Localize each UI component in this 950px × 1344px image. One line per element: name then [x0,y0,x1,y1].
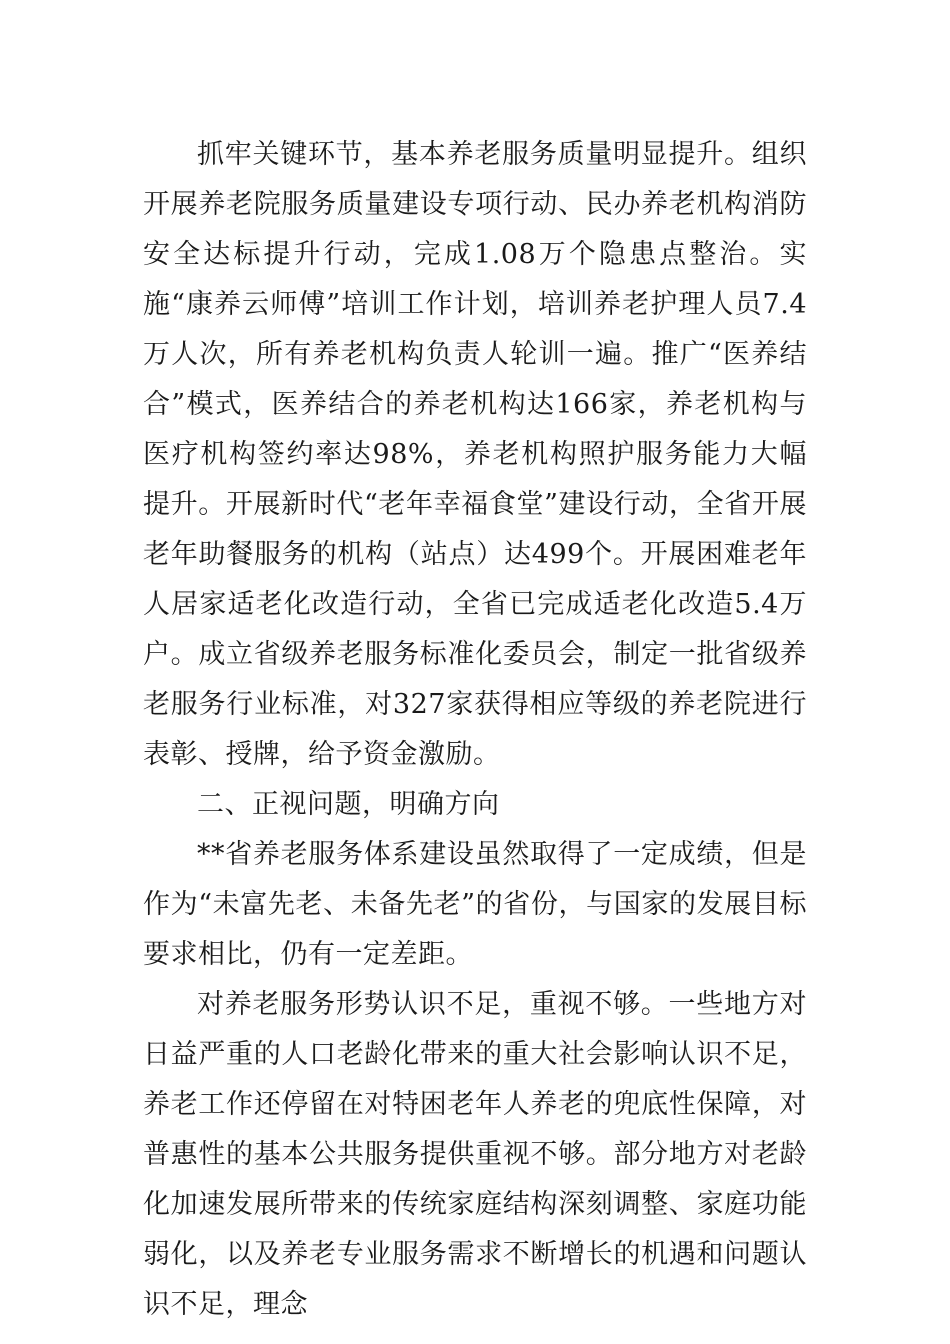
section-heading: 二、正视问题，明确方向 [197,789,500,820]
document-body [143,130,807,1330]
paragraph-gap-summary: **省养老服务体系建设虽然取得了一定成绩，但是作为“未富先老、未备先老”的省份，与国家的发展目标要求相比，仍有一定差距。 [143,839,807,970]
paragraph-awareness-issue: 对养老服务形势认识不足，重视不够。一些地方对日益严重的人口老龄化带来的重大社会影响认识不足，养老工作还停留在对特困老年人养老的兜底性保障，对普惠性的基本公共服务提供重视不够。部分地方对老龄化加速发展所带来的传统家庭结构深刻调整、家庭功能弱化，以及养老专业服务需求不断增长的机遇和问题认识不足，理念 [143,989,807,1320]
paragraph-service-quality: 抓牢关键环节，基本养老服务质量明显提升。组织开展养老院服务质量建设专项行动、民办养老机构消防安全达标提升行动，完成1.08万个隐患点整治。实施“康养云师傅”培训工作计划，培训养老护理人员7.4万人次，所有养老机构负责人轮训一遍。推广“医养结合”模式，医养结合的养老机构达166家，养老机构与医疗机构签约率达98%，养老机构照护服务能力大幅提升。开展新时代“老年幸福食堂”建设行动，全省开展老年助餐服务的机构（站点）达499个。开展困难老年人居家适老化改造行动，全省已完成适老化改造5.4万户。成立省级养老服务标准化委员会，制定一批省级养老服务行业标准，对327家获得相应等级的养老院进行表彰、授牌，给予资金激励。 [143,139,807,770]
